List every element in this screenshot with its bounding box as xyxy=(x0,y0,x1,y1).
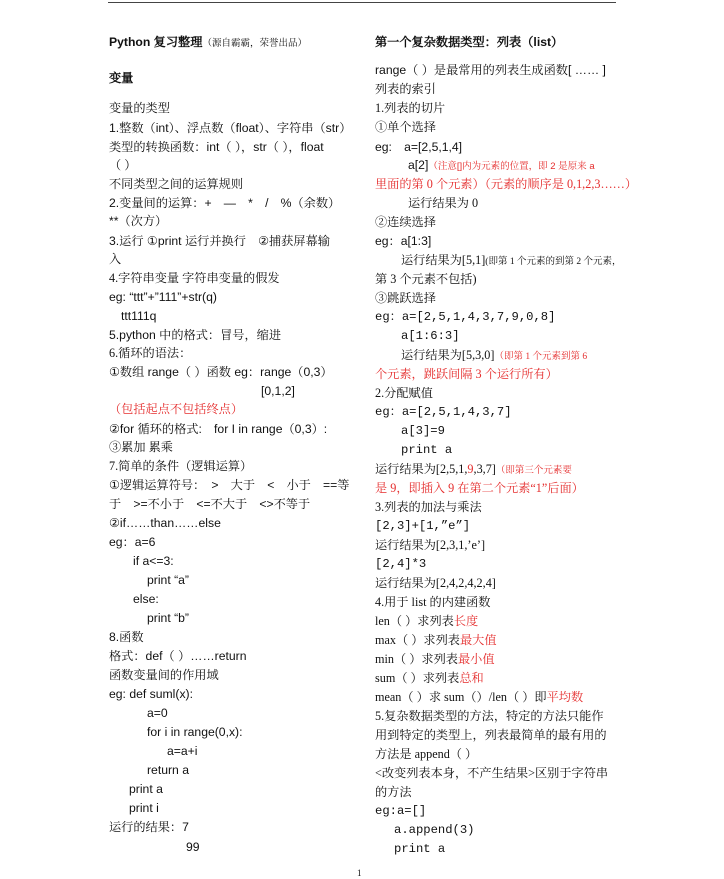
code-line: a.append(3) xyxy=(394,823,475,837)
text-line: ttt111q xyxy=(121,309,157,323)
highlight-red: 长度 xyxy=(453,614,479,628)
code-line: eg:a=[] xyxy=(375,804,427,818)
text-line: sum（ ）求列表总和 xyxy=(375,671,484,685)
text-line: len（ ）求列表长度 xyxy=(375,614,479,628)
right-column xyxy=(375,0,638,879)
text-line: ③跳跃选择 xyxy=(375,291,436,305)
text-line: 2.分配赋值 xyxy=(375,386,433,400)
code-line: a=0 xyxy=(147,706,168,720)
text-line: 运行结果为[2,4,2,4,2,4] xyxy=(375,576,496,590)
text-line: 运行结果为[5,1](即第 1 个元素的到第 2 个元素， xyxy=(401,253,622,267)
text-line: eg：a[1:3] xyxy=(375,234,432,248)
text-line: 1.整数（int）、浮点数（float）、字符串（str） xyxy=(109,121,352,135)
text-line: 方法是 append（ ） xyxy=(375,747,478,761)
page-number: 1 xyxy=(357,868,362,878)
text-line: ①单个选择 xyxy=(375,120,436,134)
annotation-red: 个元素，跳跃间隔 3 个运行所有） xyxy=(375,367,558,381)
code-line: print “a” xyxy=(147,573,189,587)
highlight-red: 平均数 xyxy=(546,690,584,704)
annotation-red: （即第三个元素要 xyxy=(495,466,572,476)
code-line: print a xyxy=(394,842,446,856)
text-line: 运行的结果：7 xyxy=(109,820,189,834)
text-line: 4.用于 list 的内建函数 xyxy=(375,595,491,609)
text-line: ①逻辑运算符号： > 大于 < 小于 ==等 xyxy=(109,478,350,492)
text-line: 变量的类型 xyxy=(109,101,170,115)
text-line: 不同类型之间的运算规则 xyxy=(109,177,244,191)
text-line: <改变列表本身，不产生结果>区别于字符串 xyxy=(375,766,609,780)
text-line: 入 xyxy=(109,252,122,266)
text-line: max（ ）求列表最大值 xyxy=(375,633,497,647)
section-heading-variables: 变量 xyxy=(109,71,134,85)
text-line: 列表的索引 xyxy=(375,82,436,96)
highlight-red: 9 xyxy=(467,462,474,476)
text-line: 8.函数 xyxy=(109,630,144,644)
text-line: 格式：def（ ）……return xyxy=(109,649,247,663)
text-line: [0,1,2] xyxy=(261,384,295,398)
annotation: (即第 1 个元素的到第 2 个元素， xyxy=(485,257,622,267)
code-line: for i in range(0,x): xyxy=(147,725,243,739)
text-line: mean（ ）求 sum（）/len（ ）即平均数 xyxy=(375,690,584,704)
text-line: ②连续选择 xyxy=(375,215,436,229)
text-line: 运行结果为[2,3,1,’e’] xyxy=(375,538,486,552)
code-line: else: xyxy=(133,592,159,606)
highlight-red: 总和 xyxy=(459,671,484,685)
text-line: 运行结果为[2,5,1,9,3,7]（即第三个元素要 xyxy=(375,462,572,476)
text-line: **（次方） xyxy=(109,214,168,228)
code-line: print a xyxy=(129,782,163,796)
text-line: 的方法 xyxy=(375,785,412,799)
highlight-red: 最小值 xyxy=(457,652,495,666)
text-line: 6.循环的语法： xyxy=(109,346,192,360)
text-line: ②for 循环的格式: for I in range（0,3）: xyxy=(109,422,328,436)
code-line: a=a+i xyxy=(167,744,198,758)
text-line: ③累加 累乘 xyxy=(109,440,173,454)
code-line: [2,4]*3 xyxy=(375,557,427,571)
code-line: eg: def suml(x): xyxy=(109,687,193,701)
text-line: 99 xyxy=(186,840,200,854)
highlight-red: 最大值 xyxy=(459,633,497,647)
code-line: [2,3]+[1,”e”] xyxy=(375,519,471,533)
code-line: eg：a=[2,5,1,4,3,7] xyxy=(375,405,512,419)
annotation-red: 是 9，即插入 9 在第二个元素“1”后面） xyxy=(375,481,584,495)
text-line: 类型的转换函数：int（ ），str（ ），float xyxy=(109,140,324,154)
text-line: （包括起点不包括终点） xyxy=(109,402,244,416)
text-line: eg: “ttt”+”111”+str(q) xyxy=(109,290,217,304)
text-line: 5.复杂数据类型的方法，特定的方法只能作 xyxy=(375,709,604,723)
text-line: 3.列表的加法与乘法 xyxy=(375,500,482,514)
code-line: a[3]=9 xyxy=(401,424,445,438)
annotation-red: （注意[]内为元素的位置，即 2 是原来 a xyxy=(428,161,595,172)
annotation: 第 3 个元素不包括) xyxy=(375,272,477,286)
text-line: 运行结果为 0 xyxy=(408,196,479,210)
text-line: ①数组 range（ ）函数 eg：range（0,3） xyxy=(109,365,333,379)
text-line: 1.列表的切片 xyxy=(375,101,446,115)
code-line: eg：a=[2,5,1,4,3,7,9,0,8] xyxy=(375,310,556,324)
text-line: 3.运行 ①print 运行并换行 ②捕获屏幕输 xyxy=(109,234,330,248)
doc-title-sub: （源自霸霸，荣誉出品） xyxy=(202,39,307,49)
text-line: 7.简单的条件（逻辑运算） xyxy=(109,459,253,473)
text-line: 4.字符串变量 字符串变量的假发 xyxy=(109,271,280,285)
text-line: eg: a=[2,5,1,4] xyxy=(375,140,463,154)
annotation-red: （即第 1 个元素到第 6 xyxy=(494,352,588,362)
text-line: min（ ）求列表最小值 xyxy=(375,652,495,666)
doc-title: Python 复习整理（源自霸霸，荣誉出品） xyxy=(109,35,307,49)
code-line: print i xyxy=(129,801,159,815)
text-line: （ ） xyxy=(109,158,137,172)
text-line: 于 >=不小于 <=不大于 <>不等于 xyxy=(109,497,311,511)
left-column xyxy=(109,0,359,879)
section-heading-list: 第一个复杂数据类型：列表（list） xyxy=(375,35,564,49)
code-line: print “b” xyxy=(147,611,189,625)
text-line: eg：a=6 xyxy=(109,535,156,549)
annotation-red: 里面的第 0 个元素）（元素的顺序是 0,1,2,3……） xyxy=(375,177,638,191)
text-line: range（ ）是最常用的列表生成函数[ …… ] xyxy=(375,63,606,77)
text-line: 运行结果为[5,3,0]（即第 1 个元素到第 6 xyxy=(401,348,588,362)
text-line: 2.变量间的运算：+ — * / %（余数） xyxy=(109,196,341,210)
text-line: 5.python 中的格式：冒号，缩进 xyxy=(109,328,282,342)
code-line: print a xyxy=(401,443,453,457)
code-line: a[1:6:3] xyxy=(401,329,460,343)
code-line: if a<=3: xyxy=(133,554,174,568)
text-line: 函数变量间的作用域 xyxy=(109,668,219,682)
text-line: 用到特定的类型上，列表最简单的最有用的 xyxy=(375,728,607,742)
code-line: return a xyxy=(147,763,190,777)
text-line: a[2]（注意[]内为元素的位置，即 2 是原来 a xyxy=(408,158,595,172)
text-line: ②if……than……else xyxy=(109,516,221,530)
